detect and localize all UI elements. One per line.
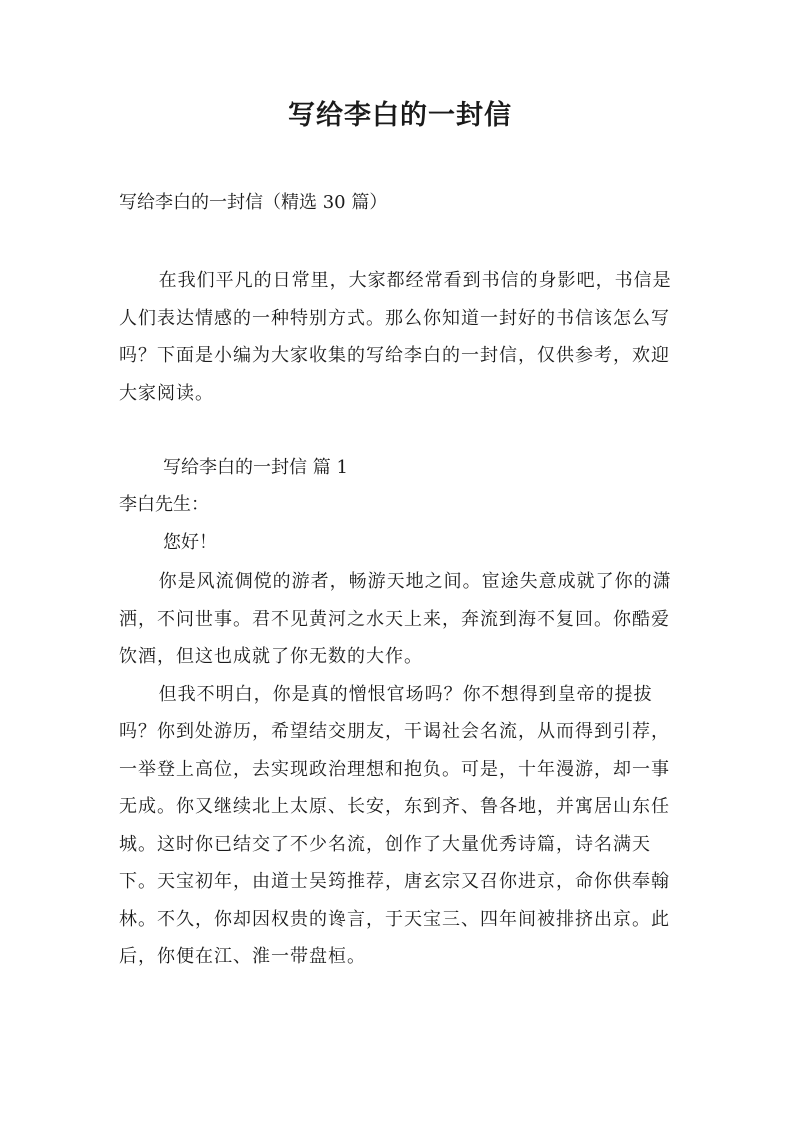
greeting: 您好！ <box>163 532 217 553</box>
body-paragraph: 但我不明白，你是真的憎恨官场吗？你不想得到皇帝的提拔吗？你到处游历，希望结交朋友，干谒社会名流，从而得到引荐，一举登上高位，去实现政治理想和抱负。可是，十年漫游，却一事无成。你又继续北上太原、长安，东到齐、鲁各地，并寓居山东任城。这时你已结交了不少名流，创作了大量优秀诗篇，诗名满天下。天宝初年，由道士吴筠推荐，唐玄宗又召你进京，命你供奉翰林。不久，你却因权贵的谗言，于天宝三、四年间被排挤出京。此后，你便在江、淮一带盘桓。 <box>119 683 670 967</box>
document-subtitle: 写给李白的一封信（精选 30 篇） <box>119 192 388 213</box>
body-paragraph: 你是风流倜傥的游者，畅游天地之间。宦途失意成就了你的潇洒，不问世事。君不见黄河之水天上来，奔流到海不复回。你酷爱饮酒，但这也成就了你无数的大作。 <box>119 571 672 667</box>
salutation: 李白先生： <box>119 494 209 515</box>
intro-paragraph: 在我们平凡的日常里，大家都经常看到书信的身影吧，书信是人们表达情感的一种特别方式。那么你知道一封好的书信该怎么写吗？下面是小编为大家收集的写给李白的一封信，仅供参考，欢迎大家阅读。 <box>119 270 672 404</box>
document-title: 写给李白的一封信 <box>288 100 512 131</box>
letter-body <box>119 563 687 976</box>
section-heading: 写给李白的一封信 篇 1 <box>163 457 348 478</box>
